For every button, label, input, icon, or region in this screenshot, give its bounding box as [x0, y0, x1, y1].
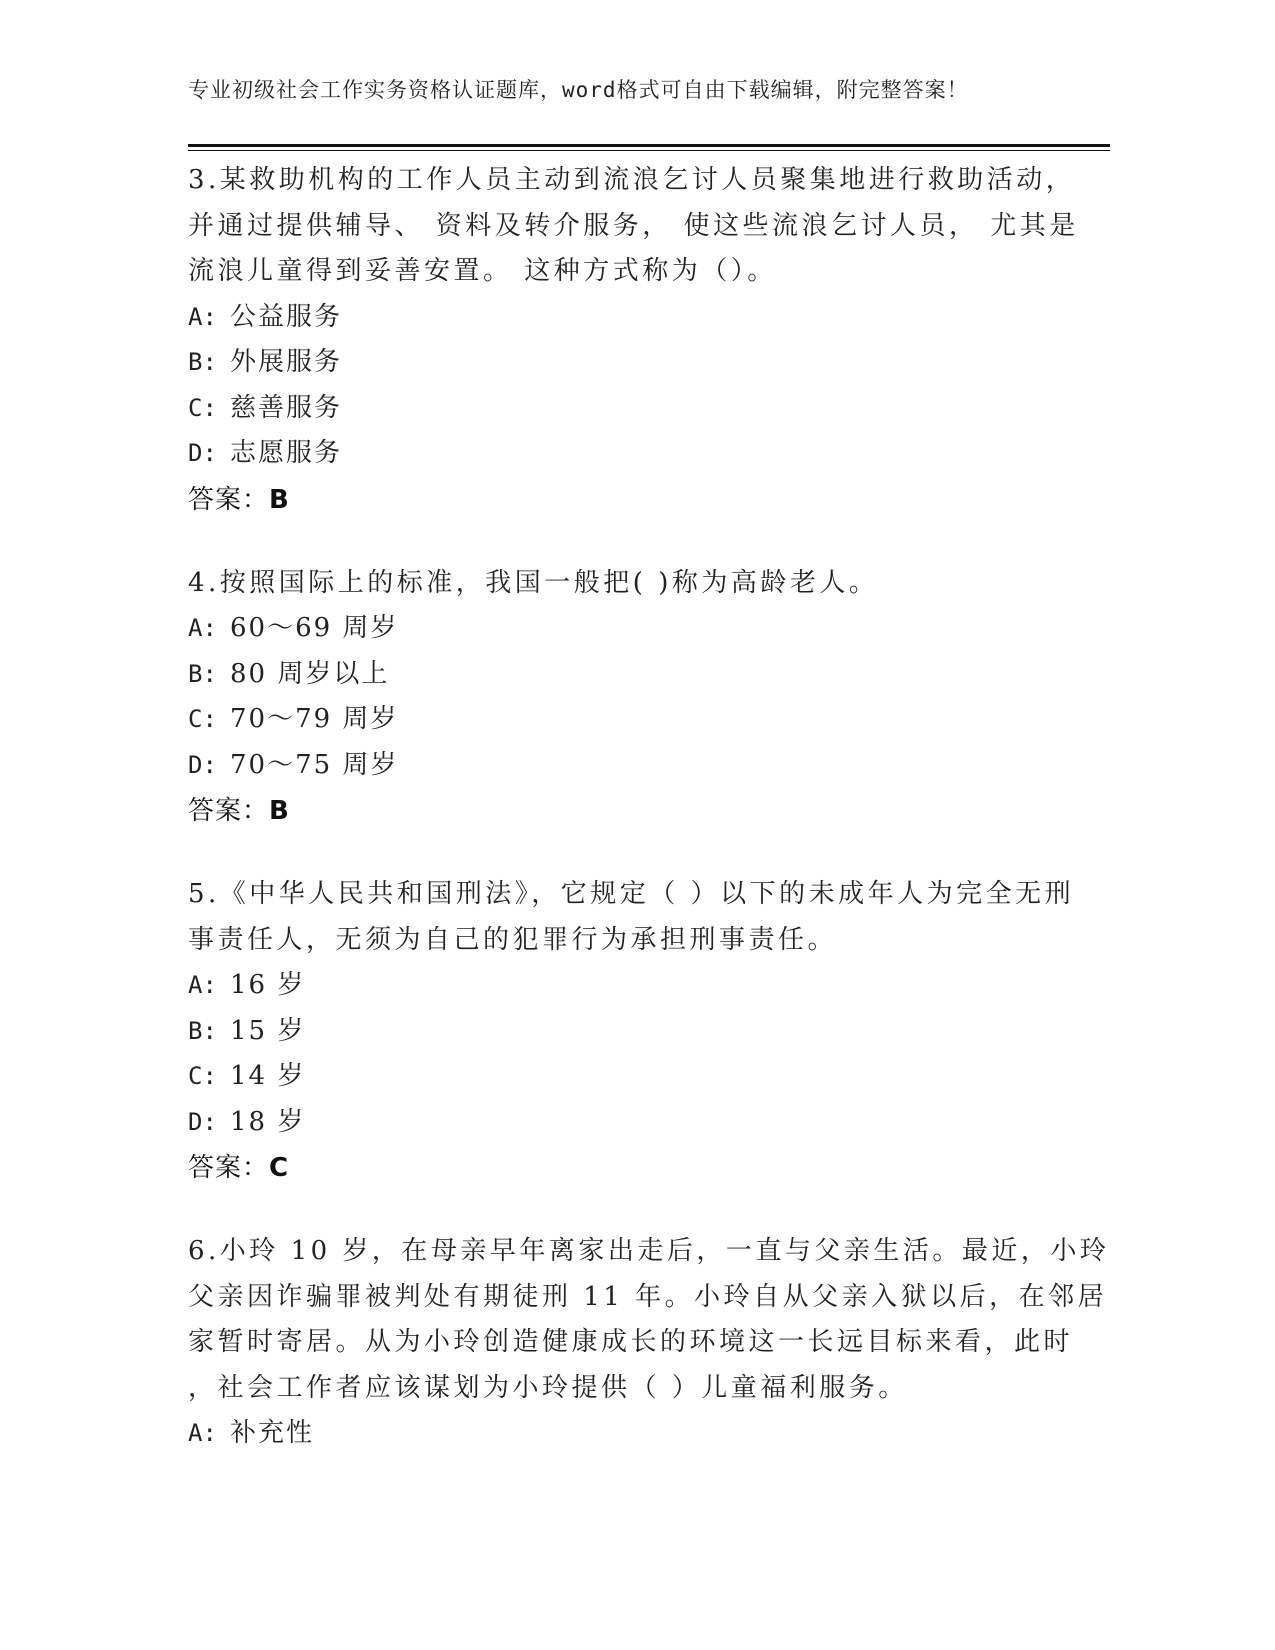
option-d: [188, 743, 1068, 789]
option-d: [188, 431, 1068, 477]
option-text: 70～79 周岁: [230, 704, 399, 734]
option-b: [188, 652, 1068, 698]
option-text: 60～69 周岁: [230, 613, 399, 643]
answer-line: [188, 477, 1068, 523]
option-text: 16 岁: [230, 970, 306, 1000]
option-a: [188, 963, 1068, 1009]
question-text: 5.《中华人民共和国刑法》，它规定（ ）以下的未成年人为完全无刑: [188, 879, 1075, 909]
option-letter: C:: [188, 705, 217, 733]
option-letter: D:: [188, 439, 217, 467]
option-c: [188, 697, 1068, 743]
option-text: 18 岁: [230, 1106, 306, 1137]
option-text: 80 周岁以上: [230, 658, 390, 689]
option-text: 14 岁: [230, 1061, 306, 1091]
option-letter: C:: [188, 1062, 217, 1090]
option-text: 公益服务: [230, 301, 343, 332]
option-c: [188, 386, 1068, 432]
question-text: 并通过提供辅导、 资料及转介服务， 使这些流浪乞讨人员， 尤其是: [188, 210, 1079, 241]
question-text: ，社会工作者应该谋划为小玲提供（ ）儿童福利服务。: [188, 1372, 908, 1403]
question-text: 家暂时寄居。从为小玲创造健康成长的环境这一长远目标来看，此时: [188, 1327, 1074, 1357]
option-letter: D:: [188, 750, 217, 779]
option-a: [188, 606, 1068, 652]
option-text: 15 岁: [230, 1015, 306, 1046]
page-header: 专业初级社会工作实务资格认证题库，word格式可自由下载编辑，附完整答案！: [188, 78, 969, 102]
question-5: [188, 872, 1075, 1191]
option-letter: B:: [188, 348, 217, 376]
header-rule-thin: [188, 150, 1110, 151]
answer-label: 答案：: [188, 1153, 270, 1183]
question-text: 事责任人，无须为自己的犯罪行为承担刑事责任。: [188, 924, 838, 955]
answer-line: [188, 788, 1068, 834]
answer-label: 答案：: [188, 796, 270, 826]
answer-value: C: [269, 1153, 290, 1183]
question-text: 4.按照国际上的标准，我国一般把( )称为高龄老人。: [188, 567, 879, 598]
answer-value: B: [269, 796, 290, 826]
option-letter: A:: [188, 1419, 217, 1447]
option-c: [188, 1054, 1068, 1100]
question-4: [188, 561, 1068, 835]
question-list: [188, 158, 1110, 1495]
option-letter: C:: [188, 393, 217, 422]
option-d: [188, 1100, 1068, 1146]
answer-value: B: [269, 484, 290, 515]
option-text: 外展服务: [230, 347, 343, 377]
option-text: 慈善服务: [230, 392, 343, 423]
option-letter: A:: [188, 971, 217, 999]
question-text: 父亲因诈骗罪被判处有期徒刑 11 年。小玲自从父亲入狱以后，在邻居: [188, 1281, 1108, 1312]
header-rule-thick: [188, 144, 1110, 147]
option-letter: B:: [188, 1016, 217, 1045]
question-3: [188, 158, 1079, 523]
option-letter: B:: [188, 659, 217, 688]
question-text: 3.某救助机构的工作人员主动到流浪乞讨人员聚集地进行救助活动，: [188, 165, 1076, 195]
question-6: [188, 1229, 1110, 1457]
option-b: [188, 340, 1068, 386]
option-a: [188, 1411, 1068, 1457]
option-text: 志愿服务: [230, 438, 343, 468]
option-b: [188, 1009, 1068, 1055]
option-text: 补充性: [230, 1418, 315, 1448]
option-text: 70～75 周岁: [230, 749, 399, 780]
option-letter: A:: [188, 614, 217, 642]
answer-label: 答案：: [188, 484, 270, 515]
option-a: [188, 295, 1068, 341]
answer-line: [188, 1145, 1068, 1191]
option-letter: D:: [188, 1107, 217, 1136]
question-text: 6.小玲 10 岁，在母亲早年离家出走后，一直与父亲生活。最近，小玲: [188, 1236, 1110, 1266]
question-text: 流浪儿童得到妥善安置。 这种方式称为（）。: [188, 256, 777, 286]
option-letter: A:: [188, 302, 217, 331]
